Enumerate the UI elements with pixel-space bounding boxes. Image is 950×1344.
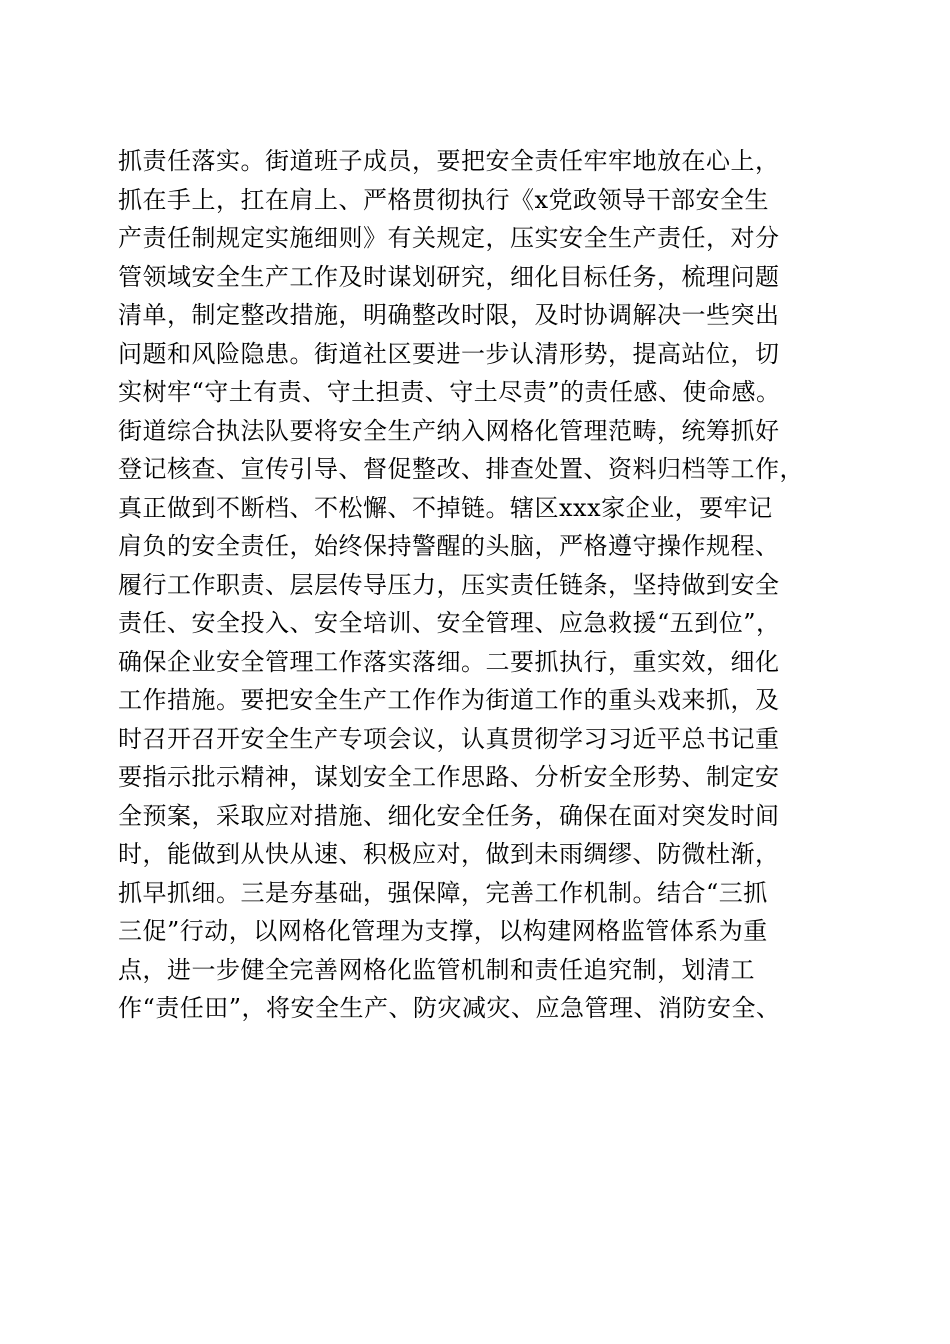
text-line-21: 三促”行动，以网格化管理为支撑，以构建网格监管体系为重: [118, 917, 768, 945]
text-line-4: 管领域安全生产工作及时谋划研究，细化目标任务，梳理问题: [118, 262, 780, 291]
text-line-3: 产责任制规定实施细则》有关规定，压实安全生产责任，对分: [118, 224, 780, 252]
text-line-13: 责任、安全投入、安全培训、安全管理、应急救援“五到位”，: [118, 609, 781, 637]
text-line-9: 登记核查、宣传引导、督促整改、排查处置、资料归档等工作，: [118, 455, 804, 483]
text-line-2: 抓在手上，扛在肩上、严格贯彻执行《x党政领导干部安全生: [118, 185, 770, 214]
text-line-15: 工作措施。要把安全生产工作作为街道工作的重头戏来抓，及: [118, 686, 780, 714]
text-line-18: 全预案，采取应对措施、细化安全任务，确保在面对突发时间: [118, 801, 780, 830]
text-line-20: 抓早抓细。三是夯基础，强保障，完善工作机制。结合“三抓: [118, 878, 768, 907]
text-line-1: 抓责任落实。街道班子成员，要把安全责任牢牢地放在心上，: [118, 147, 780, 175]
text-line-11: 肩负的安全责任，始终保持警醒的头脑，严格遵守操作规程、: [118, 532, 780, 560]
text-line-23: 作“责任田”，将安全生产、防灾减灾、应急管理、消防安全、: [118, 994, 781, 1022]
text-line-7: 实树牢“守土有责、守土担责、守土尽责”的责任感、使命感。: [118, 378, 781, 406]
text-line-6: 问题和风险隐患。街道社区要进一步认清形势，提高站位，切: [118, 339, 780, 368]
text-line-22: 点，进一步健全完善网格化监管机制和责任追究制，划清工: [118, 955, 755, 984]
text-line-5: 清单，制定整改措施，明确整改时限，及时协调解决一些突出: [118, 301, 780, 329]
text-line-19: 时，能做到从快从速、积极应对，做到未雨绸缪、防微杜渐，: [118, 840, 780, 868]
text-line-14: 确保企业安全管理工作落实落细。二要抓执行，重实效，细化: [118, 647, 780, 676]
text-line-12: 履行工作职责、层层传导压力，压实责任链条，坚持做到安全: [118, 570, 780, 599]
text-line-10: 真正做到不断档、不松懈、不掉链。辖区xxx家企业，要牢记: [118, 493, 773, 522]
text-line-8: 街道综合执法队要将安全生产纳入网格化管理范畴，统筹抓好: [118, 416, 780, 445]
body-text: [118, 142, 858, 1028]
text-line-16: 时召开召开安全生产专项会议，认真贯彻学习习近平总书记重: [118, 724, 780, 753]
text-line-17: 要指示批示精神，谋划安全工作思路、分析安全形势、制定安: [118, 763, 780, 791]
